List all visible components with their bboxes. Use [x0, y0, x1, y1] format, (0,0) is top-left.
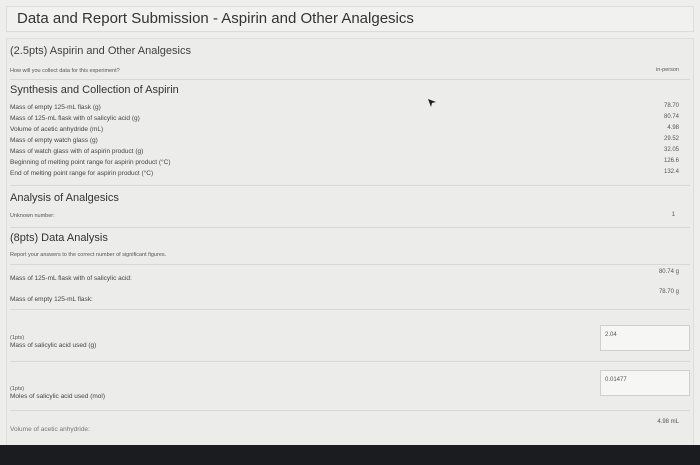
salicylic-moles-input[interactable]: 0.01477 — [600, 370, 690, 396]
synthesis-value: 29.52 — [663, 136, 679, 142]
q1-points: (1pts) — [10, 335, 25, 341]
synthesis-label: Beginning of melting point range for aspirin product (°C) — [10, 159, 171, 166]
bottom-bar — [0, 445, 700, 465]
synthesis-label: Mass of empty watch glass (g) — [10, 137, 98, 144]
volume-label: Volume of acetic anhydride: — [10, 426, 90, 433]
title-bar — [6, 6, 694, 32]
synthesis-heading: Synthesis and Collection of Aspirin — [10, 84, 179, 96]
synthesis-value: 4.98 — [667, 125, 679, 131]
synthesis-label: Mass of empty 125-mL flask (g) — [10, 104, 101, 111]
synthesis-value: 78.70 — [663, 103, 679, 109]
synthesis-label: Volume of acetic anhydride (mL) — [10, 126, 104, 133]
q2-points: (1pts) — [10, 386, 25, 392]
q2-label: Moles of salicylic acid used (mol) — [10, 393, 106, 400]
salicylic-mass-input[interactable]: 2.04 — [600, 325, 690, 351]
given-empty-mass-label: Mass of empty 125-mL flask: — [10, 296, 93, 303]
page-title: Data and Report Submission - Aspirin and Other Analgesics — [17, 10, 414, 27]
divider — [10, 361, 690, 362]
divider — [10, 264, 690, 265]
unknown-value: 1 — [671, 212, 675, 218]
collect-question: How will you collect data for this experiment? — [10, 68, 120, 74]
mouse-pointer-icon — [428, 99, 436, 107]
data-analysis-heading: (8pts) Data Analysis — [10, 232, 108, 244]
synthesis-value: 32.05 — [663, 147, 679, 153]
given-mass-value: 80.74 g — [658, 269, 679, 275]
volume-value: 4.98 mL — [657, 419, 679, 425]
content-panel — [6, 38, 694, 448]
q1-label: Mass of salicylic acid used (g) — [10, 342, 97, 349]
significant-figures-note: Report your answers to the correct number of significant figures. — [10, 252, 167, 258]
divider — [10, 227, 690, 228]
divider — [10, 410, 690, 411]
divider — [10, 79, 690, 80]
collect-answer: in-person — [656, 67, 679, 73]
divider — [10, 185, 690, 186]
unknown-label: Unknown number: — [10, 213, 55, 219]
divider — [10, 309, 690, 310]
synthesis-label: Mass of 125-mL flask with of salicylic acid (g) — [10, 115, 140, 122]
synthesis-value: 80.74 — [663, 114, 679, 120]
synthesis-label: Mass of watch glass with of aspirin product (g) — [10, 148, 144, 155]
given-empty-mass-value: 78.70 g — [658, 289, 679, 295]
analysis-heading: Analysis of Analgesics — [10, 192, 119, 204]
given-mass-label: Mass of 125-mL flask with of salicylic acid: — [10, 275, 132, 282]
section-heading: (2.5pts) Aspirin and Other Analgesics — [10, 45, 191, 57]
synthesis-value: 126.6 — [663, 158, 679, 164]
synthesis-value: 132.4 — [663, 169, 679, 175]
synthesis-label: End of melting point range for aspirin product (°C) — [10, 170, 154, 177]
